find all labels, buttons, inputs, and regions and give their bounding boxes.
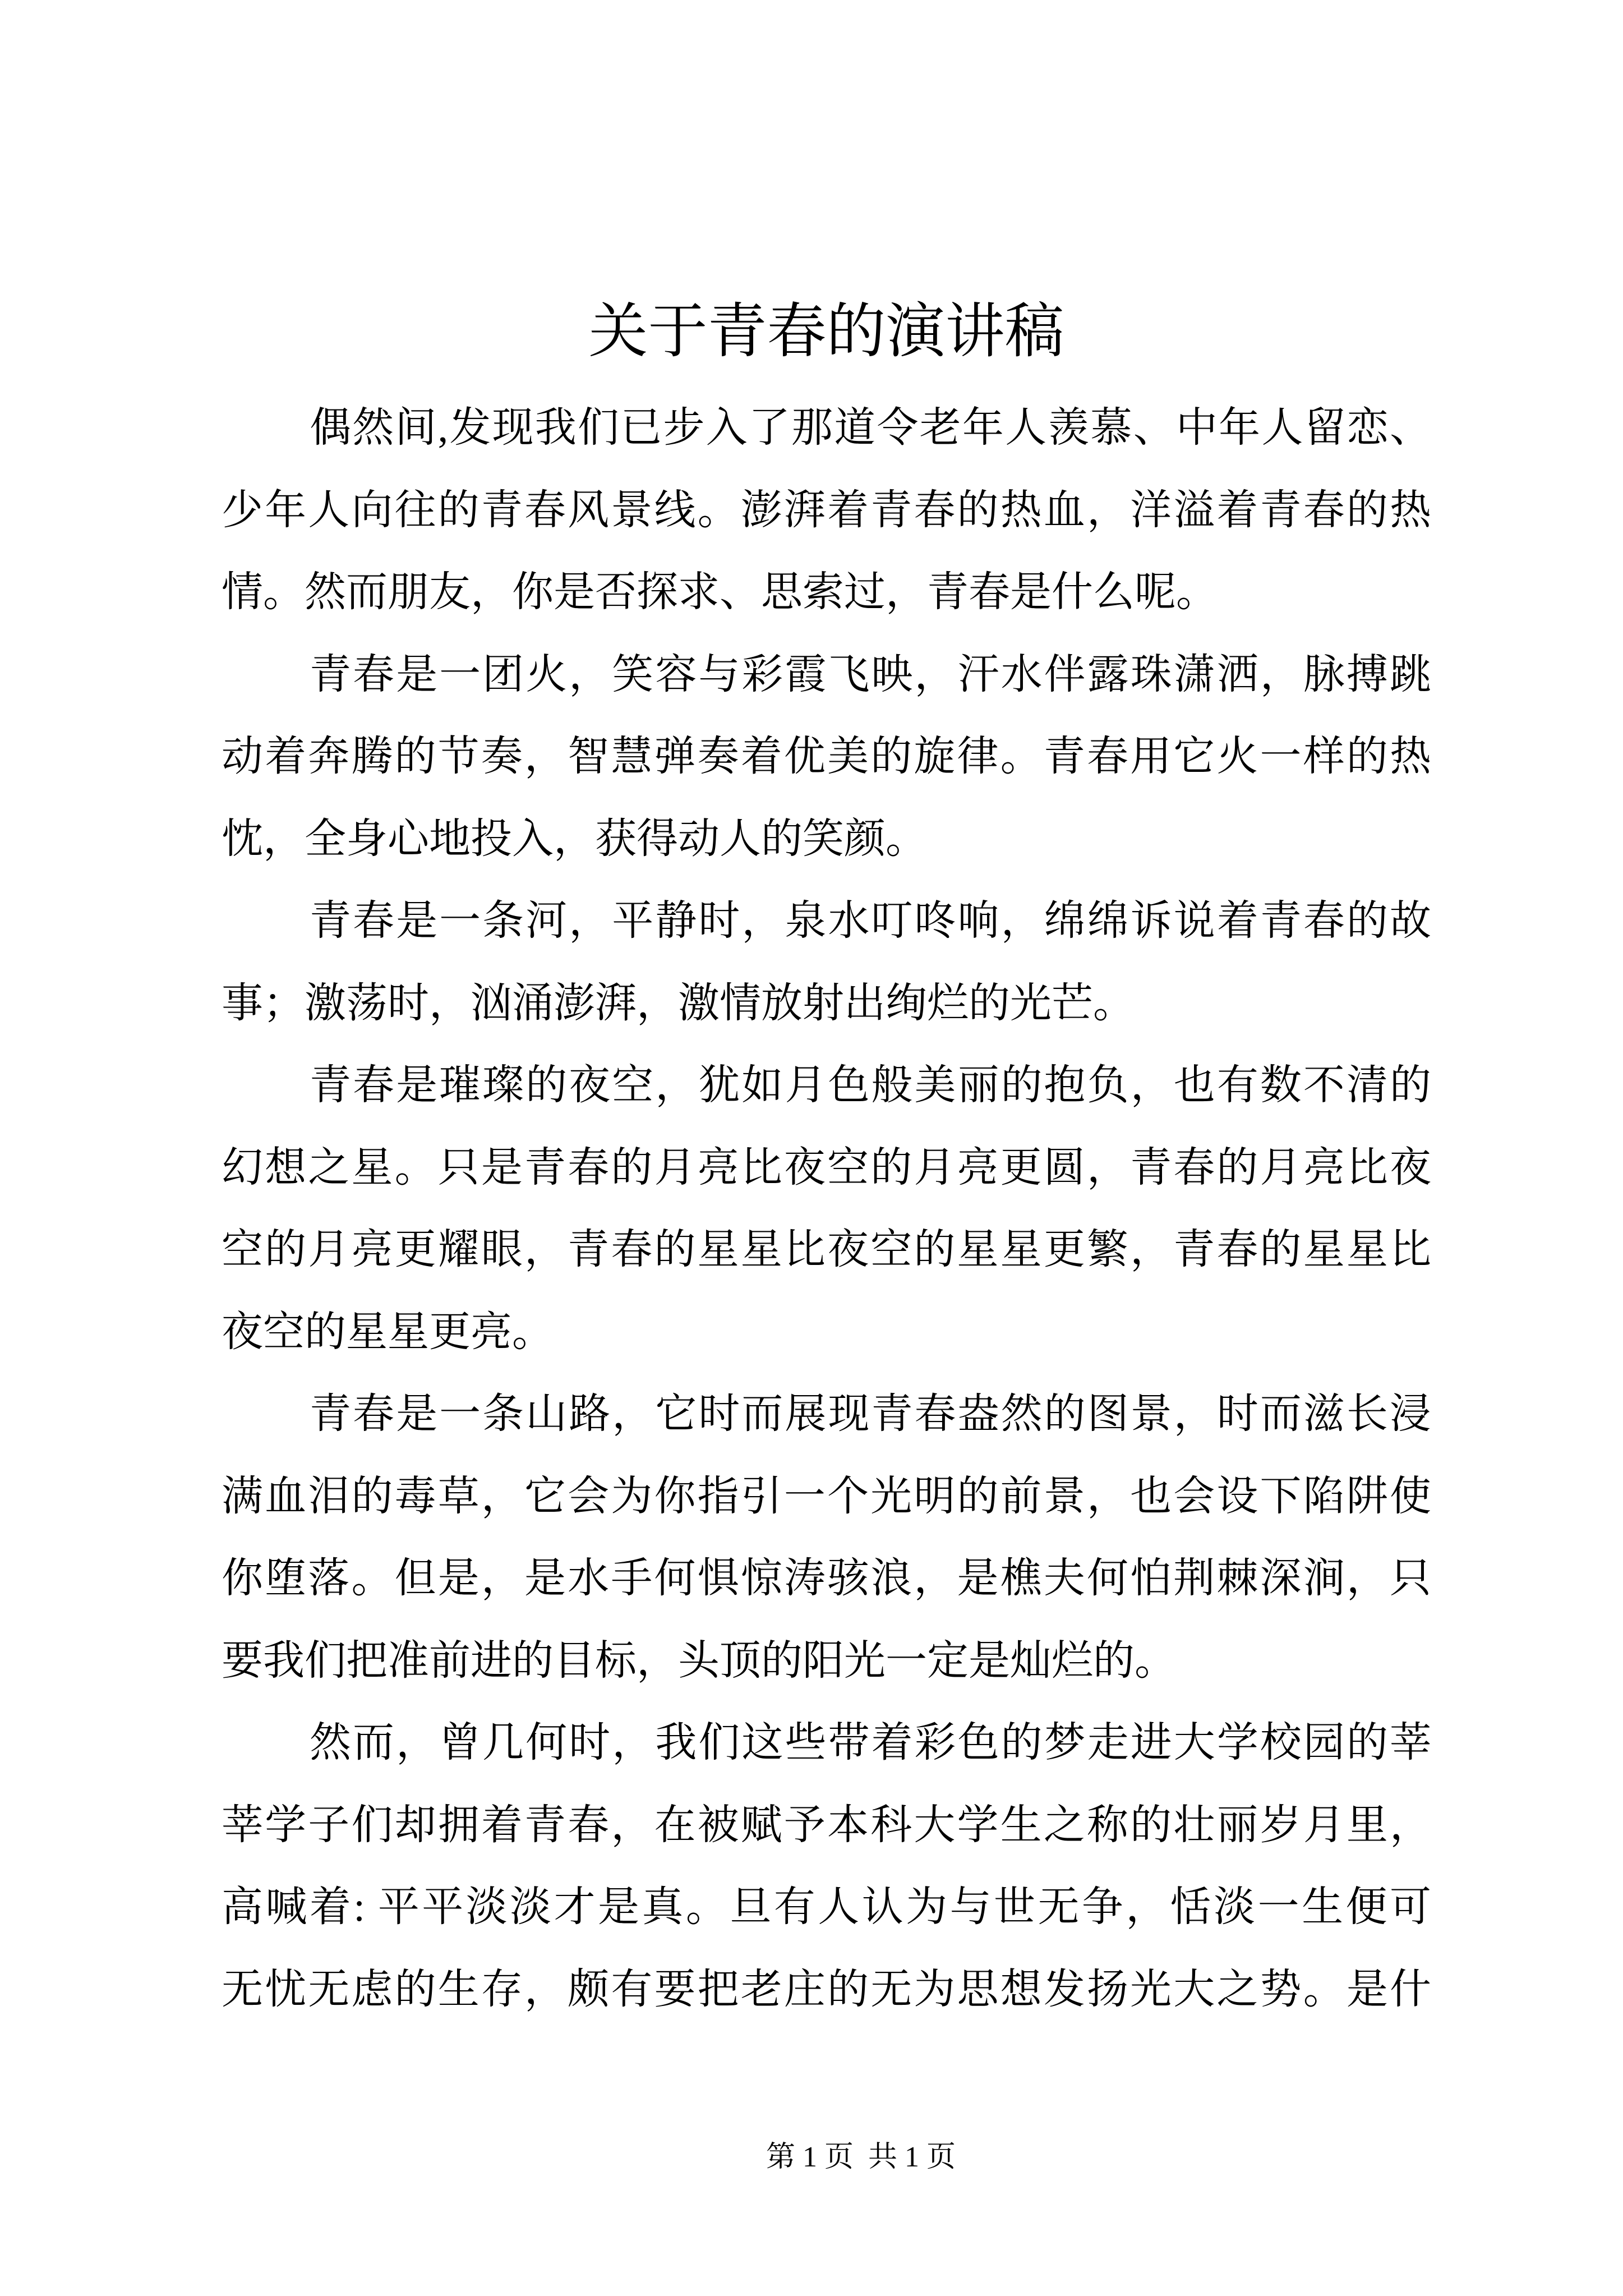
- paragraph: [222, 880, 1431, 1045]
- text-line: 偶然间,发现我们已步入了那道令老年人羡慕、中年人留恋、: [310, 405, 1431, 451]
- text-line: 莘学子们却拥着青春，在被赋予本科大学生之称的壮丽岁月里，: [222, 1802, 1431, 1848]
- paragraph: [222, 634, 1431, 881]
- text-line: 空的月亮更耀眼，青春的星星比夜空的星星更繁，青春的星星比: [222, 1227, 1431, 1273]
- page-number-footer: 第 1 页 共 1 页: [766, 2141, 956, 2173]
- text-line: 你堕落。但是，是水手何惧惊涛骇浪，是樵夫何怕荆棘深涧，只: [222, 1556, 1431, 1602]
- text-line: 动着奔腾的节奏，智慧弹奏着优美的旋律。青春用它火一样的热: [222, 734, 1431, 780]
- text-line: 高喊着: 平平淡淡才是真。旦有人认为与世无争，恬淡一生便可: [222, 1884, 1431, 1930]
- text-line: 夜空的星星更亮。: [222, 1309, 554, 1355]
- text-line: 青春是一团火，笑容与彩霞飞映，汗水伴露珠潇洒，脉搏跳: [310, 651, 1431, 698]
- text-line: 然而，曾几何时，我们这些带着彩色的梦走进大学校园的莘: [310, 1720, 1431, 1766]
- text-line: 事；激荡时，汹涌澎湃，激情放射出绚烂的光芒。: [222, 980, 1135, 1027]
- text-line: 忱，全身心地投入，获得动人的笑颜。: [222, 816, 927, 862]
- document-title: 关于青春的演讲稿: [588, 299, 1064, 365]
- text-line: 幻想之星。只是青春的月亮比夜空的月亮更圆，青春的月亮比夜: [222, 1144, 1431, 1191]
- text-line: 青春是璀璨的夜空，犹如月色般美丽的抱负，也有数不清的: [310, 1062, 1431, 1108]
- paragraph: [222, 387, 1431, 634]
- paragraph: [222, 1702, 1431, 2031]
- text-line: 情。然而朋友，你是否探求、思索过，青春是什么呢。: [222, 569, 1218, 615]
- text-line: 青春是一条山路，它时而展现青春盎然的图景，时而滋长浸: [310, 1391, 1431, 1437]
- text-line: 无忧无虑的生存，颇有要把老庄的无为思想发扬光大之势。是什: [222, 1966, 1431, 2013]
- text-line: 青春是一条河，平静时，泉水叮咚响，绵绵诉说着青春的故: [310, 898, 1431, 944]
- paragraph: [222, 1373, 1431, 1702]
- text-line: 满血泪的毒草，它会为你指引一个光明的前景，也会设下陷阱使: [222, 1473, 1431, 1520]
- paragraph: [222, 1045, 1431, 1373]
- text-line: 少年人向往的青春风景线。澎湃着青春的热血，洋溢着青春的热: [222, 487, 1431, 533]
- document-body: [222, 387, 1431, 2031]
- text-line: 要我们把准前进的目标，头顶的阳光一定是灿烂的。: [222, 1637, 1176, 1684]
